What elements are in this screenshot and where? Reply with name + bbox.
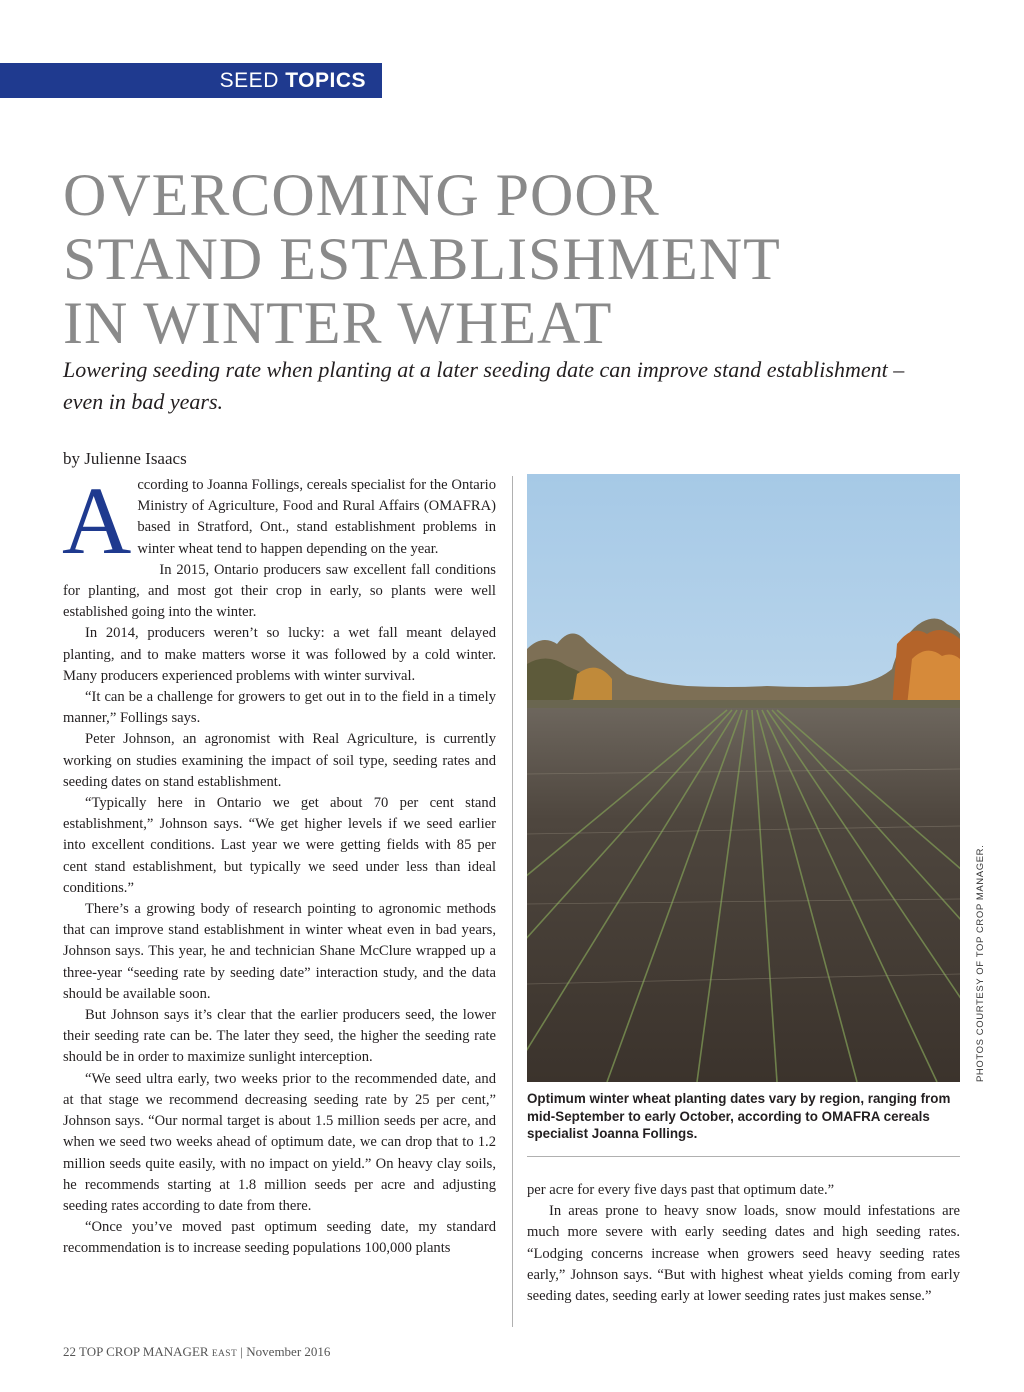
body-paragraph: In 2014, producers weren’t so lucky: a wet fall meant delayed planting, and to make matters worse it was followed by a cold winter. Many producers experienced problems with winter survival. xyxy=(63,625,496,684)
body-paragraph: “It can be a challenge for growers to get out in to the field in a timely manner,” Follings says. xyxy=(63,689,496,727)
body-paragraph: There’s a growing body of research pointing to agronomic methods that can improve stand establishment in winter wheat even in bad years, Johnson says. This year, he and technician Shane McClure wrapped up a three-year “seeding rate by seeding date” interaction study, and the data should be available soon. xyxy=(63,901,496,1002)
column-divider xyxy=(512,476,513,1327)
body-paragraph: In 2015, Ontario producers saw excellent fall conditions for planting, and most got their crop in early, so plants were well established going into the winter. xyxy=(63,561,496,621)
page-number: 22 xyxy=(63,1344,76,1359)
body-paragraph: In areas prone to heavy snow loads, snow mould infestations are much more severe with early seeding dates and high seeding rates. “Lodging concerns increase when growers seed heavy seeding rates early,” Johnson says. “But with highest wheat yields coming from early seeding dates, seeding early at lower seeding rates just makes sense.” xyxy=(527,1203,960,1305)
field-photo xyxy=(527,474,960,1082)
article-deck: Lowering seeding rate when planting at a later seeding date can improve stand establishment – even in bad years. xyxy=(63,357,905,414)
title-line-3: IN WINTER WHEAT xyxy=(63,290,613,356)
title-line-2: STAND ESTABLISHMENT xyxy=(63,226,781,292)
photo-caption: Optimum winter wheat planting dates vary by region, ranging from mid-September to early October, according to OMAFRA cereals specialist Joanna Follings. xyxy=(527,1091,951,1141)
issue-date: November 2016 xyxy=(246,1344,331,1359)
body-column-right xyxy=(527,1180,960,1307)
section-label xyxy=(220,69,366,93)
footer-separator: | xyxy=(240,1344,244,1359)
drop-cap: A xyxy=(62,467,132,574)
byline: by Julienne Isaacs xyxy=(63,449,187,468)
edition-label: EAST xyxy=(211,1349,238,1359)
photo-credit: PHOTOS COURTESY OF TOP CROP MANAGER. xyxy=(975,844,986,1082)
body-paragraph: “Once you’ve moved past optimum seeding date, my standard recommendation is to increase seeding populations 100,000 plants xyxy=(63,1219,496,1257)
page-footer xyxy=(63,1344,330,1360)
title-line-1: OVERCOMING POOR xyxy=(63,162,660,228)
body-paragraph xyxy=(62,467,496,574)
body-paragraph: But Johnson says it’s clear that the earlier producers seed, the lower their seeding rate can be. The later they seed, the higher the seeding rate should be in order to maximize sunlight interception. xyxy=(63,1007,496,1066)
section-banner xyxy=(0,63,382,98)
section-label-light: SEED xyxy=(219,69,279,92)
article-title xyxy=(63,163,963,355)
body-paragraph: per acre for every five days past that optimum date.” xyxy=(527,1182,835,1198)
body-paragraph: “We seed ultra early, two weeks prior to the recommended date, and at that stage we recommend decreasing seeding rate by 25 per cent,” Johnson says. “Our normal target is about 1.5 million seeds per acre, and when we seed two weeks ahead of optimum date, we can drop that to 1.2 million seeds quite easily, with no impact on yield.” On heavy clay soils, he recommends starting at 1.8 million seeds per acre and adjusting seeding rates according to date from there. xyxy=(63,1070,496,1214)
section-label-bold: TOPICS xyxy=(285,69,366,92)
body-paragraph: Peter Johnson, an agronomist with Real Agriculture, is currently working on studies examining the impact of soil type, seeding rates and seeding dates on stand establishment. xyxy=(63,731,496,790)
magazine-name: TOP CROP MANAGER xyxy=(79,1344,209,1359)
caption-divider xyxy=(527,1156,960,1157)
body-column-left xyxy=(62,467,496,1260)
body-paragraph-text: ccording to Joanna Follings, cereals specialist for the Ontario Ministry of Agriculture, Food and Rural Affairs (OMAFRA) based in Stratford, Ont., stand establishment problems in winter wheat tend to happen depending on the year. xyxy=(137,477,496,557)
field-photo-image xyxy=(527,474,960,1082)
body-paragraph: “Typically here in Ontario we get about 70 per cent stand establishment,” Johnson says. “We get higher levels if we seed earlier into excellent conditions. Last year we were getting fields with 85 per cent stand establishment, but typically we seed under less than ideal conditions.” xyxy=(63,795,496,896)
